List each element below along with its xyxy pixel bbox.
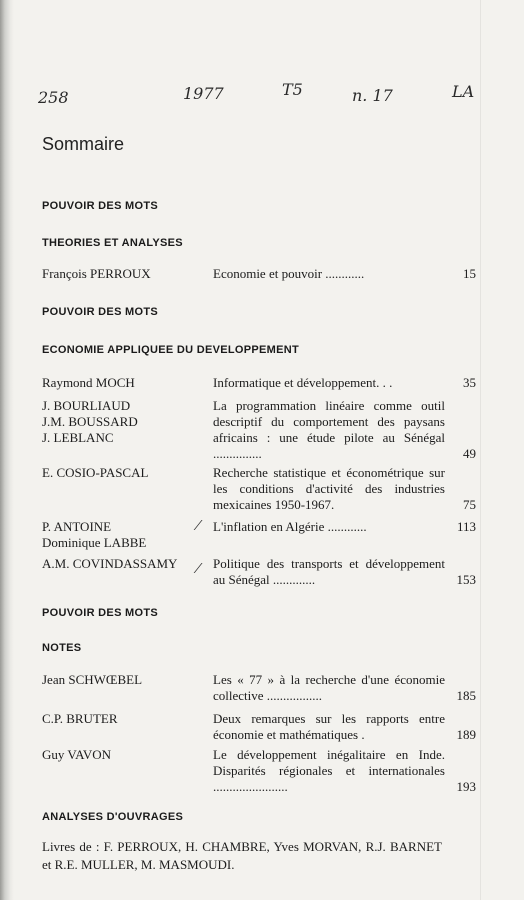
section-heading: POUVOIR DES MOTS <box>42 607 159 619</box>
entry-author: C.P. BRUTER <box>42 711 118 726</box>
handwritten-issue: n. 17 <box>352 86 393 105</box>
entry-author: P. ANTOINE Dominique LABBE <box>42 519 147 550</box>
page-binding-shadow <box>0 0 14 900</box>
entry-page: 75 <box>463 497 476 512</box>
entry-author: J. BOURLIAUD J.M. BOUSSARD J. LEBLANC <box>42 398 138 445</box>
books-list: Livres de : F. PERROUX, H. CHAMBRE, Yves MORVAN, R.J. BARNET et R.E. MULLER, M. MASMOUDI. <box>42 839 442 872</box>
entry-title: Politique des transports et développement au Sénégal ............. <box>213 556 445 587</box>
entry-page: 113 <box>456 519 476 534</box>
handwritten-number: 258 <box>38 88 69 107</box>
entry-title: La programmation linéaire comme outil descriptif du comportement des paysans africains : une étude pilote au Sénégal ............... <box>213 398 445 461</box>
entry-author: Jean SCHWŒBEL <box>42 672 143 687</box>
handwritten-ts: T5 <box>282 80 303 99</box>
handwritten-check-mark: ⁄ <box>197 562 200 577</box>
entry-page: 185 <box>456 688 476 703</box>
section-heading: POUVOIR DES MOTS <box>42 306 159 318</box>
entry-page: 49 <box>463 446 476 461</box>
entry-page: 193 <box>456 779 476 794</box>
entry-title: Informatique et développement. . . <box>213 375 393 390</box>
entry-author: A.M. COVINDASSAMY <box>42 556 178 571</box>
entry-title: Le développement inégalitaire en Inde. Disparités régionales et internationales ....................... <box>213 747 445 794</box>
show-through-rule <box>480 0 481 900</box>
entry-author: Guy VAVON <box>42 747 111 762</box>
handwritten-initials: LA <box>452 82 475 101</box>
page-title: Sommaire <box>42 134 125 154</box>
section-heading: POUVOIR DES MOTS <box>42 200 159 212</box>
section-heading: ANALYSES D'OUVRAGES <box>42 811 184 823</box>
entry-author: François PERROUX <box>42 266 151 281</box>
entry-page: 15 <box>463 266 476 281</box>
section-heading: NOTES <box>42 642 82 654</box>
entry-page: 189 <box>456 727 476 742</box>
entry-page: 35 <box>463 375 476 390</box>
entry-title: Deux remarques sur les rapports entre économie et mathématiques . <box>213 711 445 742</box>
entry-title: Recherche statistique et économétrique sur les conditions d'activité des industries mexicaines 1950-1967. <box>213 465 445 512</box>
entry-author: Raymond MOCH <box>42 375 135 390</box>
handwritten-year: 1977 <box>183 84 224 103</box>
section-heading: THEORIES ET ANALYSES <box>42 237 183 249</box>
entry-page: 153 <box>456 572 476 587</box>
entry-title: Economie et pouvoir ............ <box>213 266 365 281</box>
entry-author: E. COSIO-PASCAL <box>42 465 149 480</box>
section-heading: ECONOMIE APPLIQUEE DU DEVELOPPEMENT <box>42 344 300 356</box>
entry-title: L'inflation en Algérie ............ <box>213 519 367 534</box>
handwritten-check-mark: ⁄ <box>197 519 200 534</box>
entry-title: Les « 77 » à la recherche d'une économie collective ................. <box>213 672 445 703</box>
